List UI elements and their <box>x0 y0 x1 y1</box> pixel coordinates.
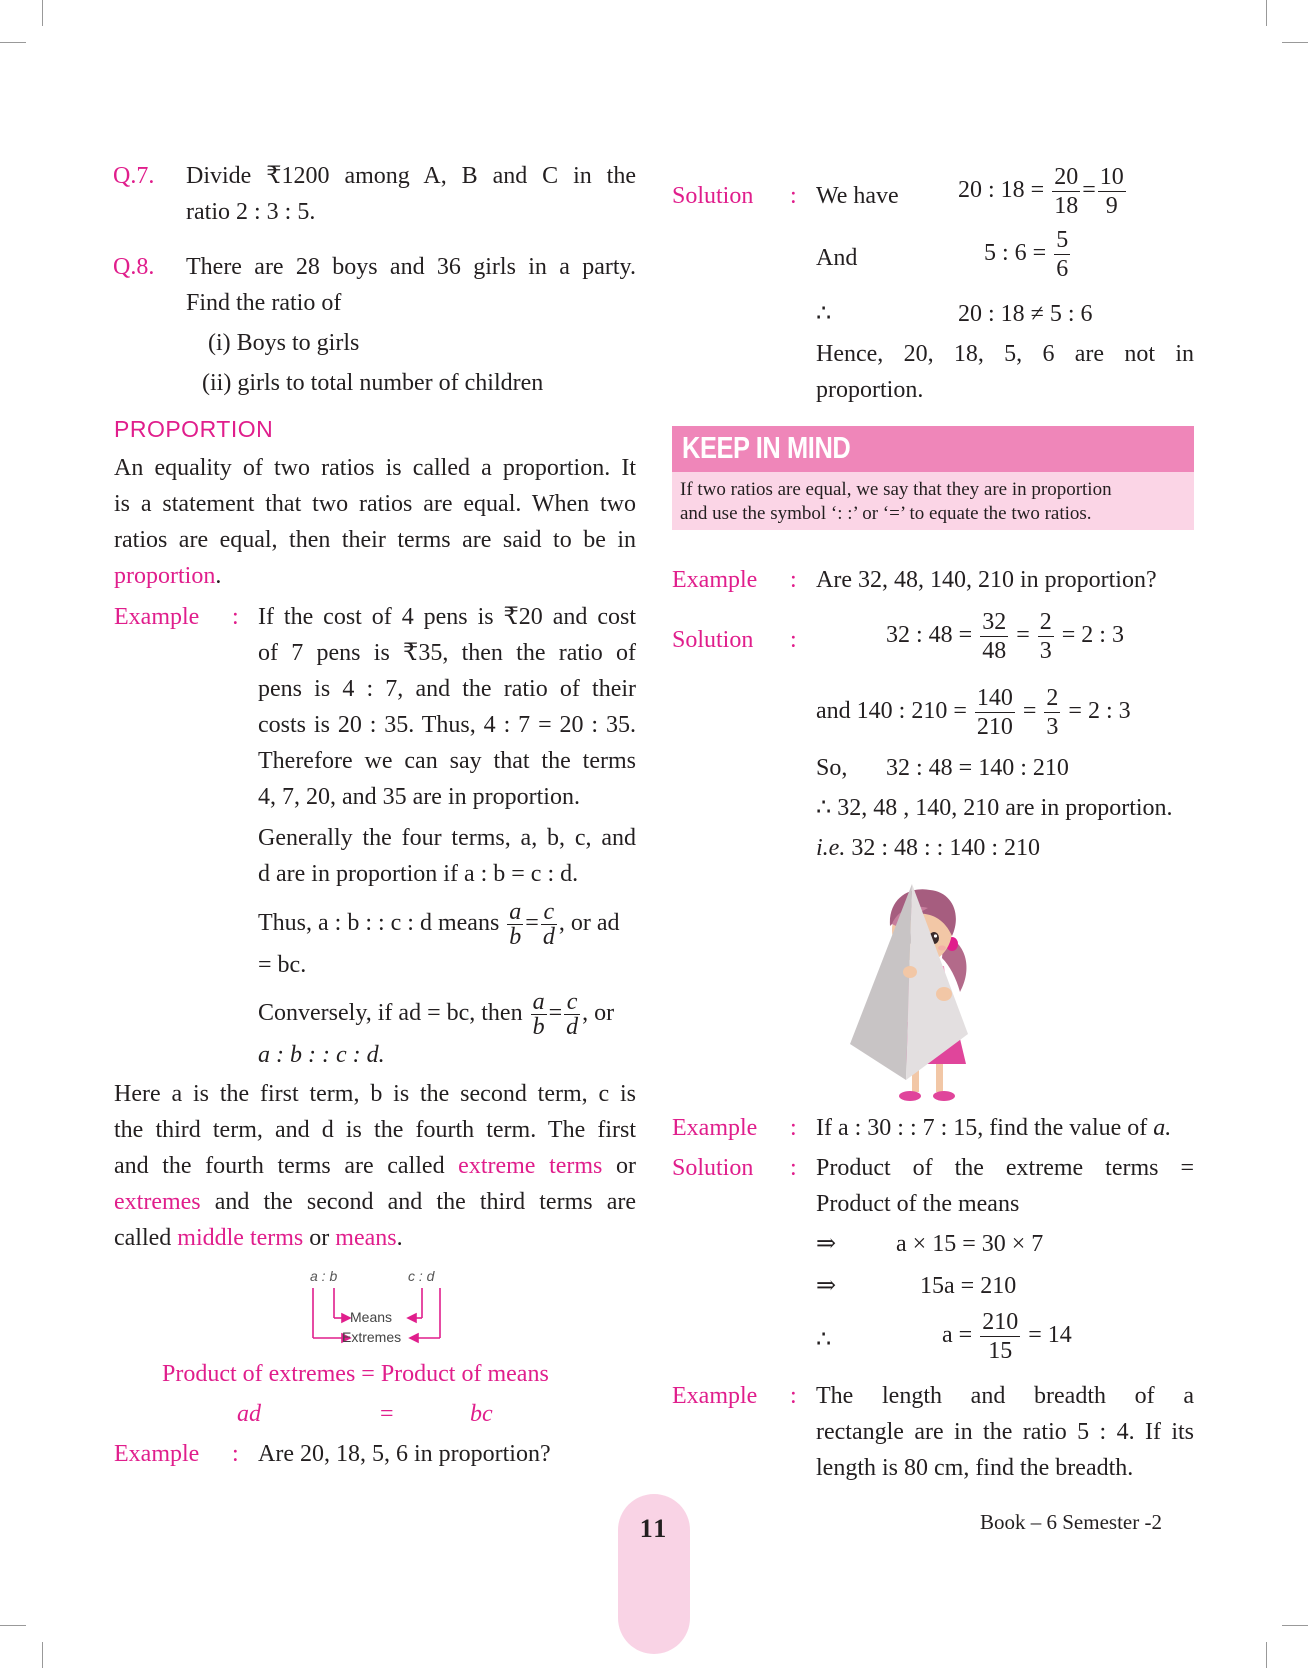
question-text: Divide ₹1200 among A, B and C in the <box>186 163 636 189</box>
note-line: If two ratios are equal, we say that they are in proportion <box>680 479 1112 500</box>
example-label: Example <box>672 567 758 593</box>
paragraph-line <box>114 558 636 594</box>
numerator: 210 <box>982 1309 1019 1335</box>
question-number: Q.8. <box>113 254 155 280</box>
sub-question: (ii) girls to total number of children <box>202 370 544 396</box>
key-term: extreme terms <box>458 1153 603 1179</box>
paragraph-line: the third term, and d is the fourth term. The first <box>114 1117 636 1143</box>
fraction <box>1054 226 1070 283</box>
solution-text: Product of the means <box>816 1191 1020 1217</box>
therefore-symbol: ∴ <box>816 1327 832 1353</box>
example-label: Example <box>114 1441 200 1467</box>
ie-text: i.e. <box>816 835 846 861</box>
plain-text: and the second and the third terms are <box>200 1189 636 1215</box>
fraction <box>980 608 1008 665</box>
numerator: a <box>532 989 545 1015</box>
ratio-text: = 2 : 3 <box>1061 622 1124 649</box>
numerator: 5 <box>1056 227 1069 253</box>
crop-mark <box>1266 1642 1267 1668</box>
label-colon: : <box>790 567 797 593</box>
numerator: a <box>509 899 522 925</box>
equals-sign: = <box>525 910 539 937</box>
example-line: costs is 20 : 35. Thus, 4 : 7 = 20 : 35. <box>258 712 636 738</box>
ratio-equation: 32 : 48 = 140 : 210 <box>886 755 1069 781</box>
label-colon: : <box>790 1115 797 1141</box>
crop-mark <box>42 1642 43 1668</box>
paragraph-line <box>114 1220 636 1256</box>
label-colon: : <box>790 1155 797 1181</box>
keep-in-mind-note <box>672 472 1194 530</box>
solution-text: Hence, 20, 18, 5, 6 are not in <box>816 341 1194 367</box>
example-line: pens is 4 : 7, and the ratio of their <box>258 676 636 702</box>
label-colon: : <box>790 183 797 209</box>
page-number: 11 <box>639 1514 669 1543</box>
question-text: Find the ratio of <box>186 290 342 316</box>
solution-label: Solution <box>672 1155 754 1181</box>
thus-line <box>258 900 648 949</box>
ratio-text: 20 : 18 = <box>958 177 1045 204</box>
fraction-c-d <box>564 990 580 1039</box>
thus-text: , or ad <box>558 910 620 937</box>
keep-in-mind-banner <box>672 426 1194 472</box>
key-term: means <box>335 1225 397 1251</box>
example-line: If the cost of 4 pens is ₹20 and cost <box>258 604 636 630</box>
equation-text: a = <box>942 1322 973 1349</box>
numerator: 32 <box>982 609 1007 635</box>
fraction-c-d <box>541 900 557 949</box>
paragraph-line: ratios are equal, then their terms are said to be in <box>114 527 636 553</box>
numerator: 2 <box>1039 609 1052 635</box>
label-colon: : <box>790 627 797 653</box>
solution-text: And <box>816 245 858 271</box>
section-heading: PROPORTION <box>114 416 274 442</box>
example-text-main: If a : 30 : : 7 : 15, find the value of <box>816 1115 1154 1141</box>
denominator: 9 <box>1105 193 1118 219</box>
fraction <box>1038 608 1054 665</box>
fraction <box>1098 163 1126 220</box>
label-colon: : <box>790 1383 797 1409</box>
solution-label: Solution <box>672 627 754 653</box>
extremes-label: Extremes <box>342 1329 402 1345</box>
example-label: Example <box>672 1383 758 1409</box>
label-colon: : <box>232 604 239 630</box>
book-semester-label: Book – 6 Semester -2 <box>980 1510 1162 1534</box>
question-text: ratio 2 : 3 : 5. <box>186 199 316 225</box>
page-number-tab <box>618 1494 690 1654</box>
conversely-text: Conversely, if ad = bc, then <box>258 1000 523 1027</box>
means-extremes-diagram <box>300 1268 460 1348</box>
ratio-right-label: c : d <box>408 1268 435 1284</box>
fraction-a-b <box>531 990 547 1039</box>
thus-line: = bc. <box>258 952 307 978</box>
numerator: c <box>541 900 557 925</box>
paragraph-line: Here a is the first term, b is the second term, c is <box>114 1081 636 1107</box>
crop-mark <box>42 0 43 26</box>
question-text: There are 28 boys and 36 girls in a party. <box>186 254 636 280</box>
means-label: Means <box>350 1309 393 1325</box>
solution-text: Product of the extreme terms = <box>816 1155 1194 1181</box>
numerator: 10 <box>1099 164 1124 190</box>
thus-text: Thus, a : b : : c : d means <box>258 910 500 937</box>
crop-mark <box>0 1625 26 1626</box>
denominator: 3 <box>1046 714 1059 740</box>
equals-sign: = <box>1016 622 1030 649</box>
general-rule <box>258 820 636 892</box>
rule-line: Generally the four terms, a, b, c, and <box>258 825 636 851</box>
example-line: 4, 7, 20, and 35 are in proportion. <box>258 784 580 810</box>
ratio-text: = 2 : 3 <box>1068 698 1131 725</box>
example-label: Example <box>672 1115 758 1141</box>
fraction <box>975 684 1015 741</box>
numerator: 140 <box>976 685 1013 711</box>
terms-paragraph <box>114 1076 636 1256</box>
plain-text: and the fourth terms are called <box>114 1153 459 1179</box>
ratio-equation <box>958 163 1128 220</box>
solution-label: Solution <box>672 183 754 209</box>
ratio-left-label: a : b <box>310 1268 338 1284</box>
example-line: rectangle are in the ratio 5 : 4. If its <box>816 1419 1194 1445</box>
conversely-line: a : b : : c : d. <box>258 1042 385 1068</box>
implies-symbol: ⇒ <box>816 1231 837 1257</box>
equation-step <box>942 1308 1072 1365</box>
key-term: middle terms <box>177 1225 304 1251</box>
conversely-line <box>258 990 648 1039</box>
note-line: and use the symbol ‘: :’ or ‘=’ to equate the two ratios. <box>680 503 1092 524</box>
ratio-text: 32 : 48 : : 140 : 210 <box>845 835 1040 861</box>
ratio-text: and 140 : 210 = <box>816 698 967 725</box>
solution-text: proportion. <box>816 377 924 403</box>
implies-symbol: ⇒ <box>816 1273 837 1299</box>
definition-paragraph <box>114 450 636 594</box>
equals-sign: = <box>1082 177 1096 204</box>
solution-text: We have <box>816 183 899 209</box>
ratio-text: 5 : 6 = <box>984 240 1047 267</box>
equation-text: = 14 <box>1028 1322 1072 1349</box>
denominator: 3 <box>1039 638 1052 664</box>
keep-in-mind-title: KEEP IN MIND <box>682 430 851 465</box>
example-body <box>258 599 636 815</box>
rule-line: d are in proportion if a : b = c : d. <box>258 861 579 887</box>
ratio-equation <box>816 684 1131 741</box>
fraction-a-b <box>507 900 523 949</box>
crop-mark <box>1266 0 1267 26</box>
crop-mark <box>1282 1625 1308 1626</box>
equals-sign: = <box>1022 698 1037 725</box>
ratio-notation <box>816 830 1040 866</box>
conclusion-text: ∴ 32, 48 , 140, 210 are in proportion. <box>816 795 1173 821</box>
plain-text: called <box>114 1225 178 1251</box>
denominator: 15 <box>988 1338 1013 1364</box>
paragraph-line <box>114 1184 636 1220</box>
numerator: 2 <box>1046 685 1059 711</box>
plain-text: or <box>303 1225 336 1251</box>
plain-text: or <box>602 1153 636 1179</box>
ratio-equation <box>886 608 1124 665</box>
equation-step: a × 15 = 30 × 7 <box>896 1231 1044 1257</box>
sub-question: (i) Boys to girls <box>208 330 360 356</box>
example-line: of 7 pens is ₹35, then the ratio of <box>258 640 636 666</box>
ratio-text: 32 : 48 = <box>886 622 973 649</box>
numerator: c <box>564 990 580 1015</box>
solution-text: So, <box>816 755 848 781</box>
denominator: b <box>509 924 522 950</box>
numerator: 20 <box>1054 164 1079 190</box>
denominator: d <box>566 1014 579 1040</box>
equation-step: 15a = 210 <box>920 1273 1017 1299</box>
ratio-equation <box>984 226 1072 283</box>
product-bc: bc <box>470 1401 493 1427</box>
question-number: Q.7. <box>113 163 155 189</box>
paragraph-line: An equality of two ratios is called a proportion. It <box>114 455 636 481</box>
fraction <box>1052 163 1080 220</box>
denominator: 6 <box>1056 256 1069 282</box>
punctuation: . <box>215 563 222 589</box>
example-label: Example <box>114 604 200 630</box>
label-colon: : <box>232 1441 239 1467</box>
crop-mark <box>1282 42 1308 43</box>
key-term: proportion <box>114 563 216 589</box>
example-line: length is 80 cm, find the breadth. <box>816 1455 1134 1481</box>
example-line: Therefore we can say that the terms <box>258 748 636 774</box>
variable: a. <box>1153 1115 1172 1141</box>
example-text: Are 32, 48, 140, 210 in proportion? <box>816 567 1157 593</box>
product-ad: ad <box>237 1401 261 1427</box>
girl-with-triangle-illustration <box>840 874 1000 1104</box>
denominator: 210 <box>976 714 1013 740</box>
product-equals: = <box>380 1401 394 1427</box>
example-body <box>816 1378 1194 1486</box>
crop-mark <box>0 42 26 43</box>
denominator: d <box>542 924 555 950</box>
denominator: 48 <box>982 638 1007 664</box>
product-rule: Product of extremes = Product of means <box>162 1361 549 1387</box>
fraction <box>980 1308 1020 1365</box>
example-text: Are 20, 18, 5, 6 in proportion? <box>258 1441 551 1467</box>
denominator: b <box>532 1014 545 1040</box>
example-text <box>816 1110 1171 1146</box>
paragraph-line: is a statement that two ratios are equal. When two <box>114 491 636 517</box>
punctuation: . <box>396 1225 403 1251</box>
ratio-equation: 20 : 18 ≠ 5 : 6 <box>958 301 1093 327</box>
denominator: 18 <box>1054 193 1079 219</box>
fraction <box>1044 684 1060 741</box>
equals-sign: = <box>548 1000 563 1027</box>
conversely-text: , or <box>582 1000 615 1027</box>
therefore-symbol: ∴ <box>816 301 832 327</box>
example-line: The length and breadth of a <box>816 1383 1194 1409</box>
key-term: extremes <box>114 1189 201 1215</box>
paragraph-line <box>114 1148 636 1184</box>
